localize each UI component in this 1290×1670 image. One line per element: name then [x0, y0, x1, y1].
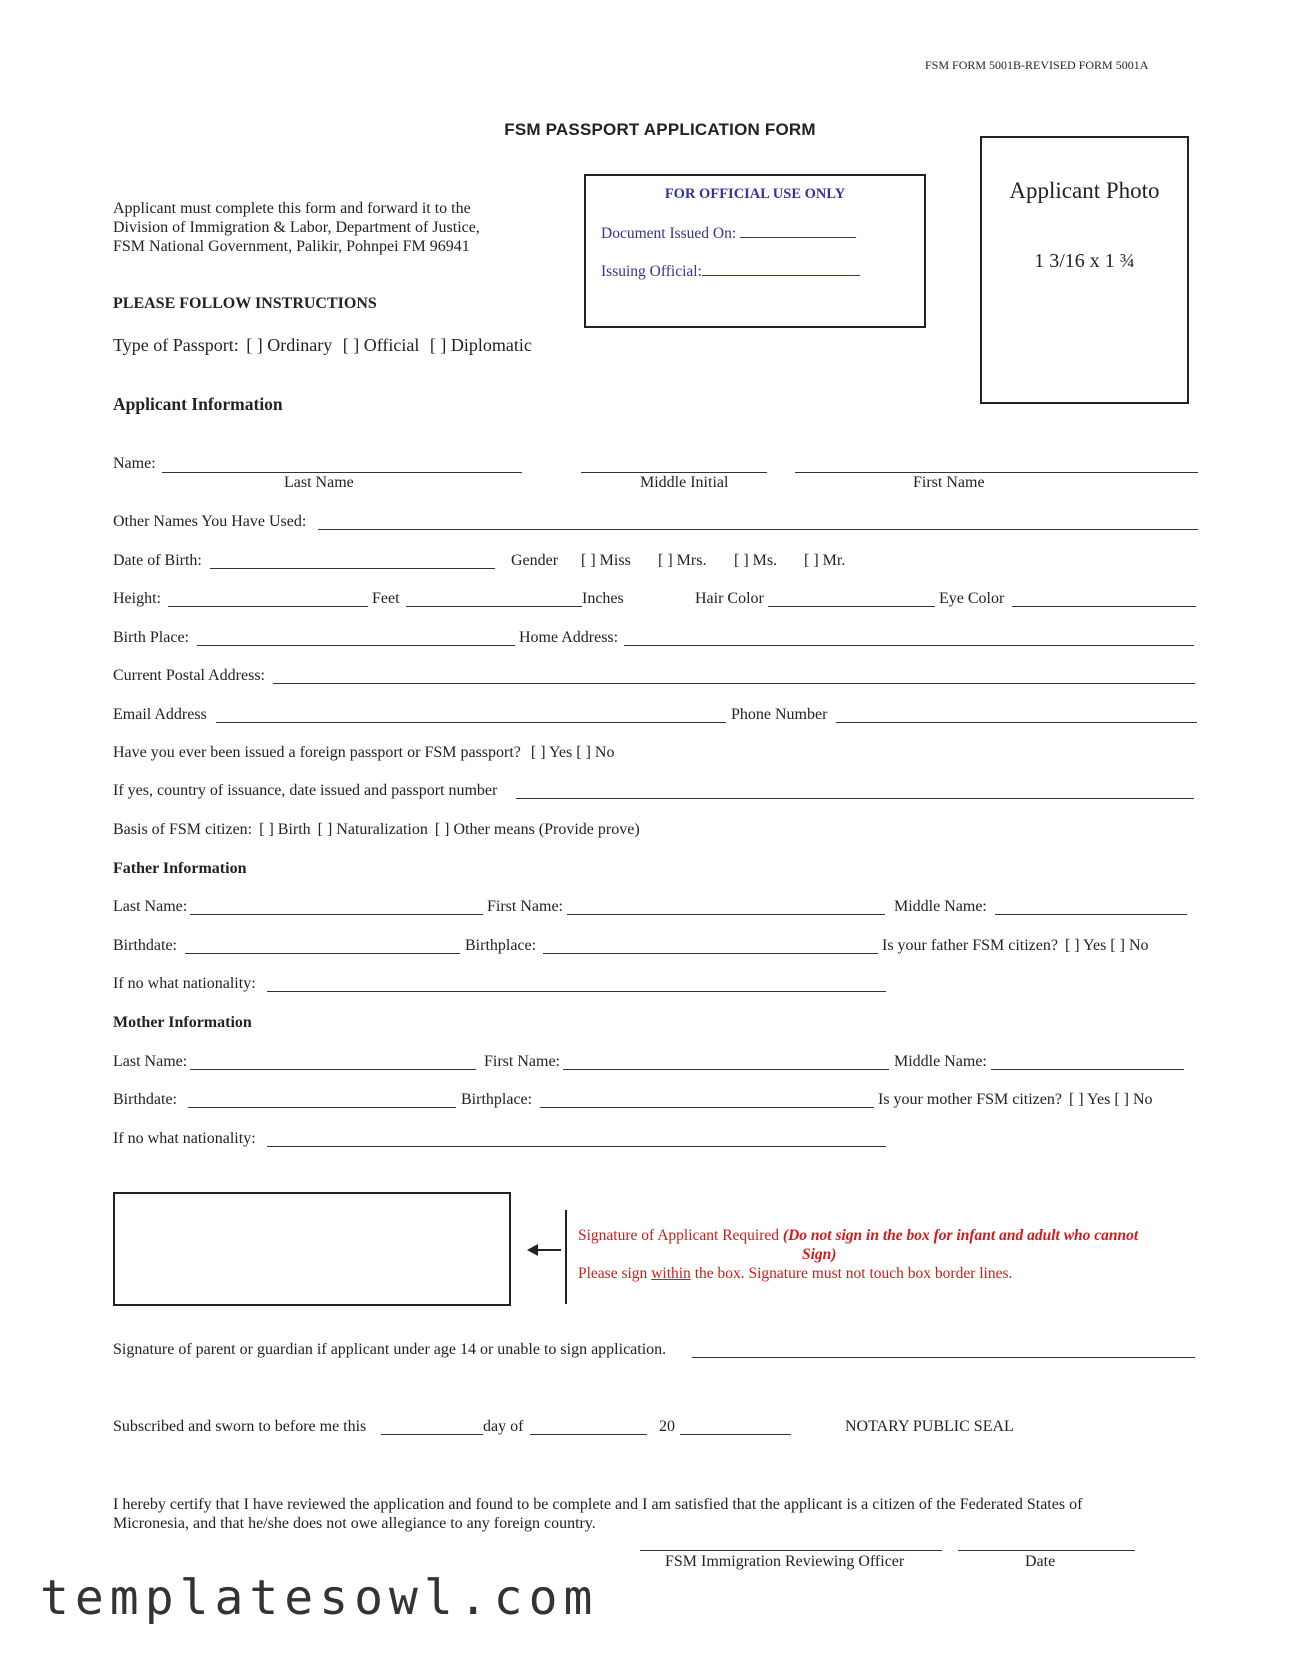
dob-label: Date of Birth:: [113, 552, 202, 569]
mother-last-name-line[interactable]: [190, 1069, 476, 1070]
document-issued-line[interactable]: [740, 222, 856, 238]
applicant-photo-box[interactable]: [980, 136, 1189, 404]
first-name-caption: First Name: [913, 474, 985, 491]
height-label: Height:: [113, 590, 161, 607]
eye-color-label: Eye Color: [939, 590, 1005, 607]
postal-address-label: Current Postal Address:: [113, 667, 265, 684]
signature-note-end: Sign): [802, 1246, 837, 1263]
home-address-line[interactable]: [624, 645, 1194, 646]
mother-nationality-line[interactable]: [267, 1146, 886, 1147]
basis-row: [113, 821, 640, 839]
passport-type-row: [113, 335, 532, 356]
signature-divider: [565, 1210, 567, 1304]
father-middle-name-line[interactable]: [995, 914, 1187, 915]
father-birthplace-label: Birthplace:: [465, 937, 537, 954]
signature-required-line: [578, 1227, 1138, 1245]
gender-label: Gender: [511, 552, 559, 569]
inches-label: Inches: [582, 590, 624, 607]
left-arrow-icon: [527, 1242, 561, 1258]
father-birthdate-line[interactable]: [185, 953, 460, 954]
father-first-name-label: First Name:: [487, 898, 563, 915]
father-middle-name-label: Middle Name:: [894, 898, 987, 915]
certify-line-2: Micronesia, and that he/she does not owe allegiance to any foreign country.: [113, 1515, 596, 1532]
hair-color-line[interactable]: [768, 606, 935, 607]
father-citizen-row: [882, 937, 1149, 955]
father-information-heading: Father Information: [113, 860, 247, 877]
previous-passport-row: [113, 744, 614, 762]
father-nationality-label: If no what nationality:: [113, 975, 256, 992]
certify-line-1: I hereby certify that I have reviewed the application and found to be complete and I am satisfied that the applicant is a citizen of the Federated States of: [113, 1496, 1083, 1513]
postal-address-line[interactable]: [273, 683, 1195, 684]
official-use-heading: FOR OFFICIAL USE ONLY: [664, 186, 846, 202]
birth-place-label: Birth Place:: [113, 629, 189, 646]
basis-birth-checkbox[interactable]: [ ] Birth: [259, 821, 311, 838]
middle-initial-caption: Middle Initial: [640, 474, 729, 491]
watermark: templatesowl.com: [40, 1570, 599, 1626]
issuing-official-label: Issuing Official:: [601, 263, 702, 280]
passport-type-diplomatic-checkbox[interactable]: [ ] Diplomatic: [429, 335, 532, 355]
mother-citizen-row: [878, 1091, 1153, 1109]
photo-label: Applicant Photo: [1009, 178, 1160, 203]
father-last-name-line[interactable]: [190, 914, 483, 915]
name-label: Name:: [113, 455, 156, 472]
gender-miss-checkbox[interactable]: [ ] Miss: [581, 552, 631, 569]
phone-label: Phone Number: [731, 706, 828, 723]
mother-citizen-yes-checkbox[interactable]: [ ] Yes: [1068, 1091, 1111, 1108]
officer-date-label: Date: [1025, 1553, 1056, 1570]
day-of-label: day of: [483, 1418, 524, 1435]
guardian-signature-line[interactable]: [692, 1357, 1195, 1358]
father-citizen-no-checkbox[interactable]: [ ] No: [1110, 937, 1149, 954]
officer-signature-line[interactable]: [640, 1550, 942, 1551]
mother-citizen-no-checkbox[interactable]: [ ] No: [1114, 1091, 1153, 1108]
mother-citizen-question: Is your mother FSM citizen?: [878, 1091, 1062, 1108]
sign-instruction-pre: Please sign: [578, 1265, 648, 1282]
gender-ms-checkbox[interactable]: [ ] Ms.: [734, 552, 778, 569]
guardian-signature-label: Signature of parent or guardian if applicant under age 14 or unable to sign application.: [113, 1341, 667, 1358]
document-issued-label: Document Issued On:: [601, 225, 737, 242]
year-prefix-label: 20: [659, 1418, 675, 1435]
previous-passport-no-checkbox[interactable]: [ ] No: [576, 744, 615, 761]
mother-first-name-line[interactable]: [563, 1069, 889, 1070]
father-last-name-label: Last Name:: [113, 898, 188, 915]
gender-mrs-checkbox[interactable]: [ ] Mrs.: [658, 552, 707, 569]
mother-first-name-label: First Name:: [484, 1053, 560, 1070]
document-issued-field[interactable]: [601, 222, 856, 243]
sign-instruction-within: within: [651, 1265, 691, 1282]
hair-color-label: Hair Color: [695, 590, 764, 607]
mother-middle-name-label: Middle Name:: [894, 1053, 987, 1070]
basis-naturalization-checkbox[interactable]: [ ] Naturalization: [317, 821, 428, 838]
birth-place-line[interactable]: [197, 645, 515, 646]
father-birthdate-label: Birthdate:: [113, 937, 177, 954]
notary-seal-label: NOTARY PUBLIC SEAL: [845, 1418, 1014, 1435]
gender-mr-checkbox[interactable]: [ ] Mr.: [804, 552, 846, 569]
intro-line-1: Applicant must complete this form and forward it to the: [113, 200, 471, 217]
dob-line[interactable]: [210, 568, 495, 569]
passport-type-official-checkbox[interactable]: [ ] Official: [342, 335, 420, 355]
officer-label: FSM Immigration Reviewing Officer: [665, 1553, 905, 1570]
mother-birthdate-label: Birthdate:: [113, 1091, 177, 1108]
father-citizen-yes-checkbox[interactable]: [ ] Yes: [1064, 937, 1107, 954]
other-names-line[interactable]: [318, 529, 1198, 530]
email-label: Email Address: [113, 706, 207, 723]
feet-label: Feet: [372, 590, 400, 607]
sign-instruction-post: the box. Signature must not touch box border lines.: [694, 1265, 1013, 1282]
intro-line-3: FSM National Government, Palikir, Pohnpei FM 96941: [113, 238, 470, 255]
mother-nationality-label: If no what nationality:: [113, 1130, 256, 1147]
mother-birthplace-label: Birthplace:: [461, 1091, 533, 1108]
home-address-label: Home Address:: [519, 629, 619, 646]
mother-birthdate-line[interactable]: [188, 1107, 456, 1108]
applicant-information-heading: Applicant Information: [113, 394, 283, 414]
height-feet-line[interactable]: [168, 606, 368, 607]
father-birthplace-line[interactable]: [543, 953, 878, 954]
passport-type-ordinary-checkbox[interactable]: [ ] Ordinary: [246, 335, 333, 355]
sworn-label: Subscribed and sworn to before me this: [113, 1418, 367, 1435]
father-first-name-line[interactable]: [567, 914, 885, 915]
issuing-official-field[interactable]: [601, 260, 860, 281]
photo-size: 1 3/16 x 1 ¾: [1034, 250, 1135, 272]
basis-other-checkbox[interactable]: [ ] Other means (Provide prove): [434, 821, 640, 838]
email-line[interactable]: [216, 722, 726, 723]
passport-type-label: Type of Passport:: [113, 335, 239, 355]
page-title: FSM PASSPORT APPLICATION FORM: [504, 120, 816, 139]
official-use-box: [584, 174, 926, 328]
mother-birthplace-line[interactable]: [540, 1107, 874, 1108]
mother-information-heading: Mother Information: [113, 1014, 252, 1031]
signature-required-label: Signature of Applicant Required: [578, 1227, 780, 1244]
last-name-caption: Last Name: [284, 474, 354, 491]
eye-color-line[interactable]: [1012, 606, 1196, 607]
previous-passport-yes-checkbox[interactable]: [ ] Yes: [530, 744, 573, 761]
form-code: FSM FORM 5001B-REVISED FORM 5001A: [925, 58, 1149, 72]
other-names-label: Other Names You Have Used:: [113, 513, 307, 530]
officer-date-line[interactable]: [958, 1550, 1135, 1551]
applicant-signature-box[interactable]: [113, 1192, 511, 1306]
signature-note: (Do not sign in the box for infant and adult who cannot: [782, 1227, 1139, 1244]
height-inches-line[interactable]: [406, 606, 582, 607]
mother-middle-name-line[interactable]: [991, 1069, 1184, 1070]
sworn-year-line[interactable]: [680, 1434, 791, 1435]
if-yes-line[interactable]: [516, 798, 1194, 799]
middle-initial-line[interactable]: [581, 472, 767, 473]
father-nationality-line[interactable]: [267, 991, 886, 992]
issuing-official-line[interactable]: [702, 260, 860, 276]
father-citizen-question: Is your father FSM citizen?: [882, 937, 1058, 954]
last-name-line[interactable]: [162, 472, 522, 473]
basis-label: Basis of FSM citizen:: [113, 821, 253, 838]
phone-line[interactable]: [836, 722, 1197, 723]
mother-last-name-label: Last Name:: [113, 1053, 188, 1070]
intro-line-2: Division of Immigration & Labor, Department of Justice,: [113, 219, 480, 236]
previous-passport-question: Have you ever been issued a foreign passport or FSM passport?: [113, 744, 521, 761]
sworn-month-line[interactable]: [530, 1434, 647, 1435]
sign-within-line: [578, 1265, 1012, 1283]
instructions-heading: PLEASE FOLLOW INSTRUCTIONS: [113, 295, 377, 312]
first-name-line[interactable]: [795, 472, 1198, 473]
if-yes-label: If yes, country of issuance, date issued and passport number: [113, 782, 498, 799]
sworn-day-line[interactable]: [381, 1434, 483, 1435]
